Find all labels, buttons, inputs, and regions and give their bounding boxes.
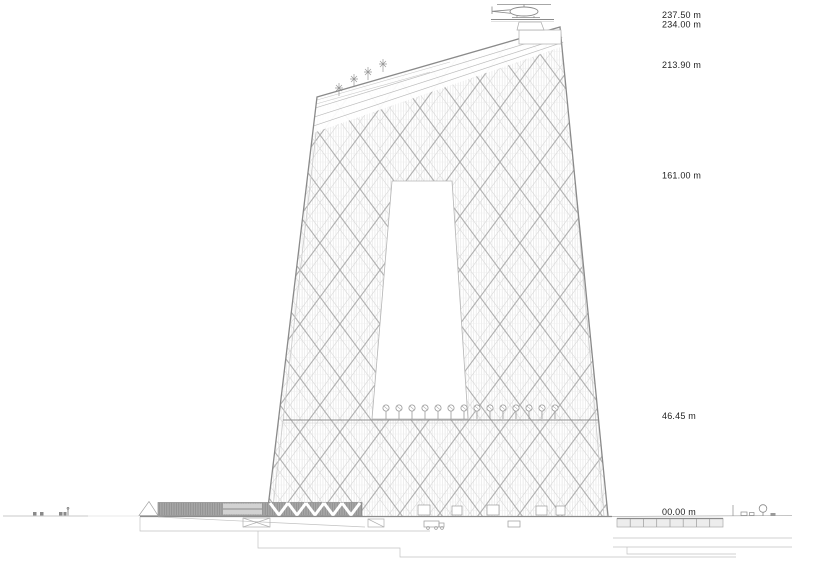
basement-level-1: [140, 517, 430, 531]
helipad: [491, 20, 561, 45]
helipad-support: [517, 22, 544, 30]
height-label-234-00: 234.00 m: [662, 19, 702, 30]
car-icon: [771, 513, 776, 516]
height-label-00-00: 00.00 m: [662, 507, 696, 517]
car-icon: [741, 512, 747, 516]
entrance-box: [536, 506, 547, 515]
car-icon: [40, 512, 44, 516]
basement-right-lines: [613, 538, 792, 547]
roof-crane-icon: [364, 67, 372, 80]
entourage-left: [33, 507, 69, 515]
car-icon: [59, 512, 63, 516]
podium-annex: [139, 502, 362, 516]
height-labels: [662, 10, 701, 517]
crate-box: [368, 519, 384, 527]
basement-right-step: [627, 547, 736, 554]
height-label-213-90: 213.90 m: [662, 60, 702, 70]
height-label-161-00: 161.00 m: [662, 170, 702, 181]
entrance-box: [556, 506, 565, 515]
height-label-237-50: 237.50 m: [662, 10, 702, 20]
basement-level-2: [258, 531, 736, 557]
ground-line-right: [612, 516, 792, 517]
car-icon: [750, 513, 755, 516]
roof-crane-icon: [379, 59, 387, 72]
pedestrian-icon: [67, 507, 69, 515]
height-label-46-45: 46.45 m: [662, 411, 696, 421]
entrance-box: [418, 505, 430, 515]
truck-icon: [424, 521, 444, 529]
van-icon: [508, 521, 520, 527]
entry-canopy: [139, 502, 158, 516]
tree-icon: [759, 505, 767, 516]
car-icon: [33, 512, 37, 516]
helicopter-icon: [492, 5, 551, 18]
loading-dock: [243, 518, 520, 529]
car-icon: [64, 512, 67, 516]
basement-ramp: [158, 517, 365, 527]
helicopter-tail: [492, 10, 511, 14]
tower-facade: [260, 20, 616, 520]
plaza-deck: [617, 519, 723, 528]
entrance-box: [452, 506, 462, 515]
entrance-box: [487, 505, 499, 515]
roof-penthouse: [519, 30, 561, 44]
helicopter-cabin: [510, 7, 538, 16]
entourage-right: [733, 505, 776, 516]
